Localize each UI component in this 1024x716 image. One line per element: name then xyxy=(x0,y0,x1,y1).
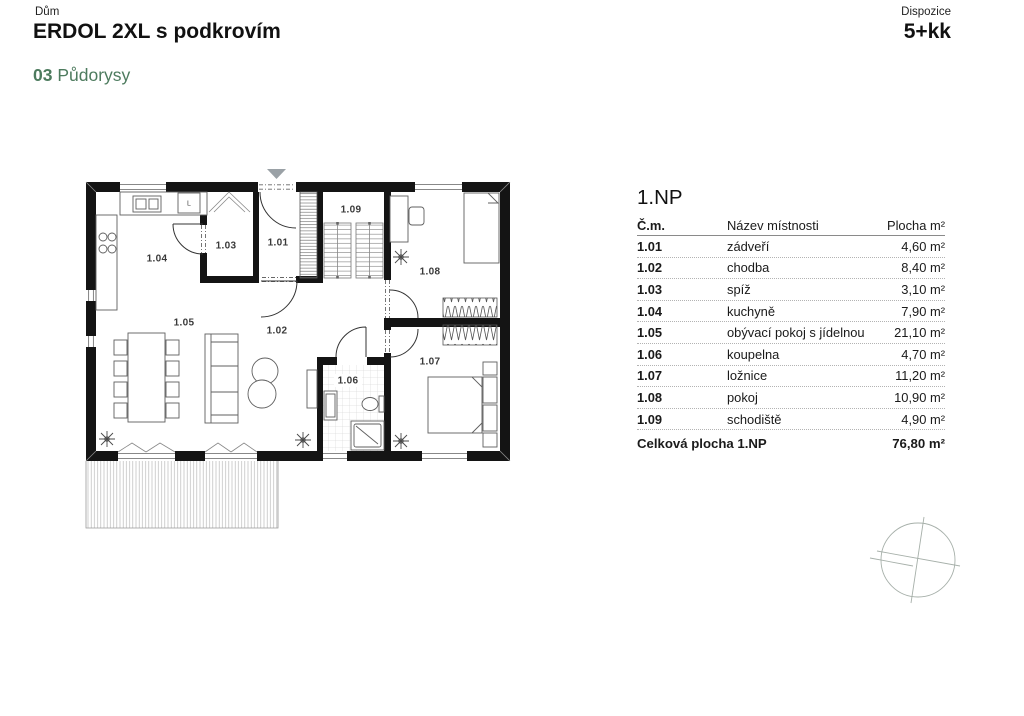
pantry-shelf-mark xyxy=(209,192,250,212)
table-row xyxy=(637,258,945,280)
room-name: schodiště xyxy=(727,411,782,427)
section-title: Půdorysy xyxy=(57,65,131,85)
room-label-1-04: 1.04 xyxy=(146,253,168,265)
room-label-1-08: 1.08 xyxy=(419,266,441,278)
room-label-1-05: 1.05 xyxy=(173,317,195,329)
col-header-area: Plocha m² xyxy=(886,218,945,233)
room-area: 4,70 m² xyxy=(901,346,945,362)
living-room-furniture xyxy=(114,333,317,423)
room-num: 1.06 xyxy=(637,346,663,362)
table-row xyxy=(637,279,945,301)
room-area: 11,20 m² xyxy=(895,368,945,384)
section-number: 03 xyxy=(33,65,53,85)
room-label-1-01: 1.01 xyxy=(267,237,289,249)
table-row xyxy=(637,236,945,258)
room-area: 21,10 m² xyxy=(894,325,945,341)
room-num: 1.09 xyxy=(637,411,663,427)
room-label-1-06: 1.06 xyxy=(337,375,359,387)
room-name: pokoj xyxy=(727,389,758,405)
room-area: 10,90 m² xyxy=(894,389,945,405)
room-label-1-09: 1.09 xyxy=(340,204,362,216)
room-label-1-07: 1.07 xyxy=(419,356,441,368)
table-row xyxy=(637,344,945,366)
room-name: spíž xyxy=(727,281,751,297)
room-num: 1.07 xyxy=(637,368,663,384)
room-area: 3,10 m² xyxy=(901,281,945,297)
room-area-table xyxy=(637,186,945,456)
room-area: 4,60 m² xyxy=(901,238,945,254)
page-title: ERDOL 2XL s podkrovím xyxy=(33,20,281,43)
room-area: 8,40 m² xyxy=(901,260,945,276)
compass-icon xyxy=(870,517,960,603)
table-row xyxy=(637,322,945,344)
kitchen-cabinet-label: L xyxy=(187,200,191,208)
floor-title: 1.NP xyxy=(637,186,683,209)
room-name: zádveří xyxy=(727,238,770,254)
closet xyxy=(300,192,317,278)
col-header-name: Název místnosti xyxy=(727,218,819,233)
stairs xyxy=(324,222,383,279)
table-row xyxy=(637,387,945,409)
entrance-arrow-icon xyxy=(267,169,286,179)
room-area: 7,90 m² xyxy=(901,303,945,319)
total-label: Celková plocha 1.NP xyxy=(637,435,767,451)
layout-label: Dispozice xyxy=(901,6,951,18)
room-num: 1.08 xyxy=(637,389,663,405)
room-name: kuchyně xyxy=(727,303,776,319)
table-total-row xyxy=(637,430,945,456)
room-num: 1.05 xyxy=(637,325,663,341)
room-num: 1.02 xyxy=(637,260,663,276)
room-num: 1.01 xyxy=(637,238,663,254)
room-name: ložnice xyxy=(727,368,768,384)
room-area: 4,90 m² xyxy=(901,411,945,427)
room-label-1-02: 1.02 xyxy=(266,325,288,337)
col-header-num: Č.m. xyxy=(637,218,665,233)
room-name: chodba xyxy=(727,260,770,276)
table-header-row xyxy=(637,216,945,236)
room-name: obývací pokoj s jídelnou xyxy=(727,325,865,341)
table-row xyxy=(637,366,945,388)
room-num: 1.04 xyxy=(637,303,663,319)
total-area: 76,80 m² xyxy=(892,435,945,451)
terrace xyxy=(86,461,278,528)
doc-type-label: Dům xyxy=(35,6,60,18)
table-row xyxy=(637,409,945,431)
bedroom-1-07-furniture xyxy=(428,325,497,447)
room-name: koupelna xyxy=(727,346,780,362)
room-num: 1.03 xyxy=(637,281,663,297)
table-row xyxy=(637,301,945,323)
bedroom-1-08-furniture xyxy=(390,193,499,317)
room-label-1-03: 1.03 xyxy=(215,240,237,252)
layout-value: 5+kk xyxy=(903,20,951,43)
